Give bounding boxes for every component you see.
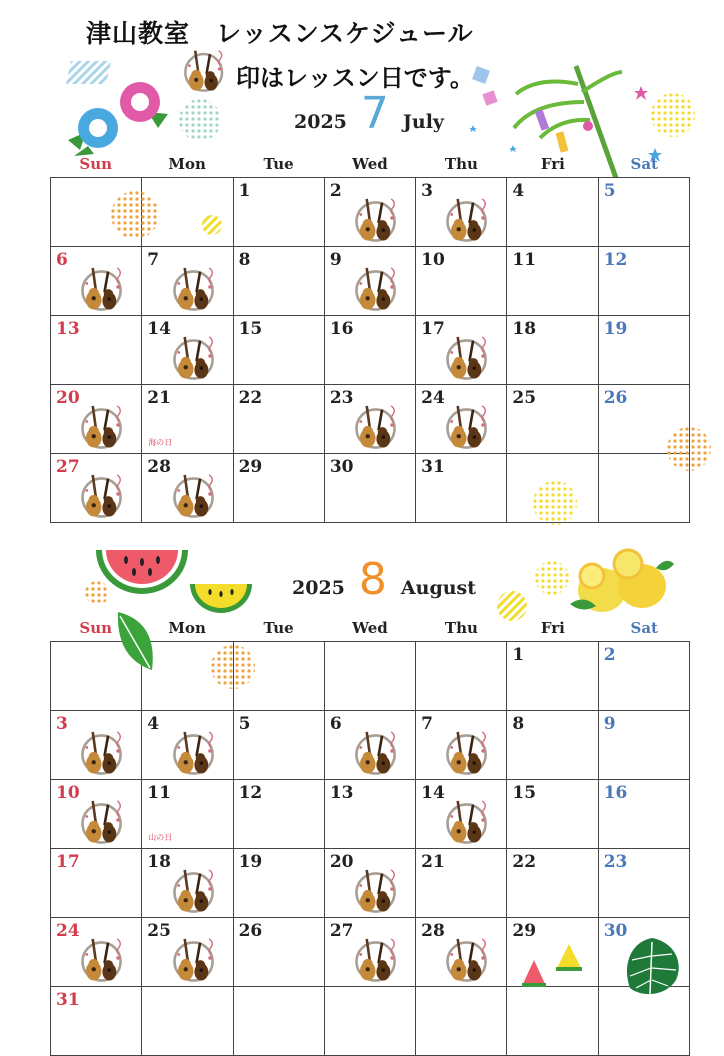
week-row xyxy=(51,780,690,849)
day-number: 10 xyxy=(421,250,445,270)
day-number: 9 xyxy=(603,714,616,734)
day-cell xyxy=(416,711,507,780)
guitar-lesson-icon xyxy=(444,725,496,777)
weekday-wed: Wed xyxy=(352,155,388,173)
day-cell xyxy=(233,454,324,523)
dot-circle-icon xyxy=(210,644,256,690)
guitar-lesson-icon xyxy=(444,794,496,846)
day-cell xyxy=(233,711,324,780)
day-number: 23 xyxy=(329,388,354,408)
day-cell xyxy=(233,918,324,987)
day-cell xyxy=(142,918,233,987)
day-cell xyxy=(324,849,415,918)
day-number: 6 xyxy=(329,714,342,734)
guitar-lesson-icon xyxy=(171,261,223,313)
day-cell xyxy=(416,316,507,385)
day-number: 21 xyxy=(421,852,445,872)
day-number: 18 xyxy=(147,852,171,872)
day-cell xyxy=(142,849,233,918)
day-cell xyxy=(324,385,415,454)
day-cell xyxy=(142,385,233,454)
day-number: 30 xyxy=(329,457,354,477)
day-number: 7 xyxy=(421,714,433,734)
guitar-lesson-icon xyxy=(353,192,405,244)
day-cell xyxy=(233,247,324,316)
guitar-lesson-icon xyxy=(444,330,496,382)
day-cell xyxy=(416,247,507,316)
dot-circle-icon xyxy=(534,560,570,596)
day-number: 13 xyxy=(329,783,354,803)
week-row xyxy=(51,849,690,918)
day-cell xyxy=(507,849,598,918)
day-cell xyxy=(416,642,507,711)
day-cell xyxy=(507,247,598,316)
day-cell xyxy=(142,454,233,523)
day-cell xyxy=(51,454,142,523)
day-number: 29 xyxy=(512,921,537,941)
day-number: 3 xyxy=(421,181,433,201)
week-row xyxy=(51,918,690,987)
day-number: 5 xyxy=(238,714,251,734)
day-number: 12 xyxy=(603,250,628,270)
day-cell xyxy=(598,849,689,918)
dot-circle-icon xyxy=(84,580,110,606)
day-cell xyxy=(416,918,507,987)
day-number: 30 xyxy=(603,921,628,941)
guitar-lesson-icon xyxy=(79,725,131,777)
weekday-mon: Mon xyxy=(168,619,206,637)
day-cell xyxy=(416,849,507,918)
stripe-circle-icon xyxy=(496,590,528,622)
guitar-lesson-icon xyxy=(353,261,405,313)
guitar-lesson-icon xyxy=(171,330,223,382)
day-cell xyxy=(324,316,415,385)
week-row xyxy=(51,247,690,316)
day-cell xyxy=(233,780,324,849)
week-row xyxy=(51,454,690,523)
weekday-header-july xyxy=(50,155,690,173)
page-subtitle: 印はレッスン日です。 xyxy=(236,64,474,92)
day-number: 27 xyxy=(329,921,354,941)
monstera-leaf-icon xyxy=(622,936,682,998)
day-cell xyxy=(51,247,142,316)
weekday-tue: Tue xyxy=(263,619,294,637)
month-heading-august xyxy=(292,554,477,605)
weekday-fri: Fri xyxy=(540,155,565,173)
day-cell xyxy=(598,642,689,711)
day-number: 14 xyxy=(147,319,171,339)
day-number: 25 xyxy=(147,921,171,941)
day-number: 21 xyxy=(147,388,171,408)
guitar-lesson-icon xyxy=(444,932,496,984)
day-cell xyxy=(51,987,142,1056)
weekday-sat: Sat xyxy=(630,155,658,173)
day-number: 15 xyxy=(238,319,263,339)
dot-circle-icon xyxy=(532,480,578,526)
day-number: 13 xyxy=(56,319,80,339)
year-label: 2025 xyxy=(292,577,345,599)
day-cell xyxy=(416,178,507,247)
guitar-lesson-icon xyxy=(171,468,223,520)
guitar-lesson-icon xyxy=(171,863,223,915)
day-number: 28 xyxy=(147,457,171,477)
guitar-lesson-icon xyxy=(444,192,496,244)
watermelon-slice-icon xyxy=(520,958,548,988)
day-cell xyxy=(598,247,689,316)
day-number: 17 xyxy=(56,852,80,872)
month-number: 8 xyxy=(358,554,387,605)
day-cell xyxy=(51,918,142,987)
day-number: 19 xyxy=(603,319,628,339)
day-number: 11 xyxy=(147,783,171,803)
weekday-wed: Wed xyxy=(352,619,388,637)
day-number: 29 xyxy=(238,457,263,477)
day-number: 14 xyxy=(421,783,445,803)
year-label: 2025 xyxy=(294,111,347,133)
weekday-thu: Thu xyxy=(444,155,478,173)
day-number: 10 xyxy=(56,783,80,803)
day-cell xyxy=(598,316,689,385)
day-number: 22 xyxy=(238,388,263,408)
day-cell xyxy=(416,780,507,849)
day-number: 26 xyxy=(603,388,628,408)
guitar-lesson-icon xyxy=(79,261,131,313)
guitar-lesson-icon xyxy=(171,725,223,777)
stripe-diamond-icon xyxy=(66,56,116,86)
day-cell xyxy=(324,178,415,247)
day-number: 4 xyxy=(512,181,525,201)
day-cell xyxy=(507,316,598,385)
day-number: 28 xyxy=(421,921,445,941)
month-name: August xyxy=(400,577,477,599)
day-cell xyxy=(324,711,415,780)
guitar-lesson-icon xyxy=(171,932,223,984)
day-number: 27 xyxy=(56,457,80,477)
weekday-sun: Sun xyxy=(79,155,113,173)
day-number: 25 xyxy=(512,388,537,408)
day-cell xyxy=(416,385,507,454)
yellow-watermelon-icon xyxy=(188,582,254,614)
yellow-watermelon-slice-icon xyxy=(554,942,584,974)
day-cell xyxy=(324,247,415,316)
day-cell xyxy=(233,316,324,385)
day-cell xyxy=(507,642,598,711)
month-number: 7 xyxy=(360,88,389,139)
day-cell xyxy=(142,247,233,316)
day-cell xyxy=(51,711,142,780)
guitar-lesson-icon xyxy=(79,468,131,520)
day-cell xyxy=(51,849,142,918)
day-cell xyxy=(507,987,598,1056)
day-number: 16 xyxy=(603,783,628,803)
guitar-lesson-icon xyxy=(353,863,405,915)
week-row xyxy=(51,711,690,780)
day-number: 8 xyxy=(238,250,251,270)
holiday-label: 山の日 xyxy=(148,833,173,842)
day-number: 16 xyxy=(329,319,354,339)
holiday-label: 海の日 xyxy=(148,438,173,447)
day-cell xyxy=(324,642,415,711)
day-number: 20 xyxy=(56,388,80,408)
day-number: 26 xyxy=(238,921,263,941)
day-number: 2 xyxy=(603,645,616,665)
weekday-tue: Tue xyxy=(263,155,294,173)
guitar-lesson-icon xyxy=(353,725,405,777)
day-number: 11 xyxy=(512,250,537,270)
day-number: 12 xyxy=(238,783,263,803)
day-number: 8 xyxy=(512,714,525,734)
guitar-lesson-icon xyxy=(79,794,131,846)
dot-circle-icon xyxy=(110,190,160,240)
day-cell xyxy=(507,385,598,454)
day-cell xyxy=(233,987,324,1056)
day-cell xyxy=(507,711,598,780)
morning-glory-icon xyxy=(58,80,173,158)
day-number: 17 xyxy=(421,319,445,339)
day-number: 24 xyxy=(421,388,445,408)
day-cell xyxy=(142,711,233,780)
day-cell xyxy=(416,987,507,1056)
day-cell xyxy=(142,987,233,1056)
day-cell xyxy=(233,385,324,454)
dot-circle-icon xyxy=(178,98,222,142)
week-row xyxy=(51,385,690,454)
day-cell xyxy=(598,711,689,780)
day-number: 23 xyxy=(603,852,628,872)
calendar-grid-august xyxy=(50,641,690,1056)
week-row xyxy=(51,316,690,385)
star-icon xyxy=(634,86,648,100)
day-cell xyxy=(233,178,324,247)
day-number: 2 xyxy=(329,181,342,201)
week-row xyxy=(51,987,690,1056)
day-number: 1 xyxy=(512,645,525,665)
day-number: 18 xyxy=(512,319,537,339)
day-number: 31 xyxy=(56,990,80,1010)
day-number: 7 xyxy=(147,250,160,270)
day-cell xyxy=(142,780,233,849)
month-heading-july xyxy=(294,88,444,139)
month-name: July xyxy=(402,111,444,133)
day-number: 1 xyxy=(238,181,251,201)
weekday-fri: Fri xyxy=(540,619,565,637)
day-number: 5 xyxy=(603,181,616,201)
guitar-lesson-icon xyxy=(353,399,405,451)
guitar-lesson-icon xyxy=(353,932,405,984)
weekday-mon: Mon xyxy=(168,155,206,173)
weekday-thu: Thu xyxy=(444,619,478,637)
weekday-sat: Sat xyxy=(630,619,658,637)
day-cell xyxy=(324,918,415,987)
day-cell xyxy=(507,780,598,849)
stripe-circle-icon xyxy=(201,214,223,236)
day-number: 15 xyxy=(512,783,537,803)
day-number: 22 xyxy=(512,852,537,872)
day-number: 3 xyxy=(56,714,68,734)
guitar-lesson-icon xyxy=(79,399,131,451)
day-number: 31 xyxy=(421,457,445,477)
day-number: 9 xyxy=(329,250,342,270)
leaf-icon xyxy=(112,608,158,674)
guitar-logo-icon xyxy=(182,44,232,94)
dot-circle-icon xyxy=(650,92,696,138)
day-number: 4 xyxy=(147,714,160,734)
day-number: 6 xyxy=(56,250,68,270)
day-cell xyxy=(51,385,142,454)
dot-circle-icon xyxy=(666,426,712,472)
weekday-sun: Sun xyxy=(79,619,113,637)
day-number: 20 xyxy=(329,852,354,872)
day-cell xyxy=(324,987,415,1056)
day-number: 24 xyxy=(56,921,80,941)
day-cell xyxy=(598,780,689,849)
guitar-lesson-icon xyxy=(444,399,496,451)
day-cell xyxy=(142,316,233,385)
day-cell xyxy=(324,780,415,849)
lemon-icon xyxy=(562,548,674,620)
day-cell xyxy=(598,178,689,247)
day-cell xyxy=(507,178,598,247)
day-cell xyxy=(324,454,415,523)
day-cell xyxy=(51,780,142,849)
day-cell xyxy=(233,849,324,918)
page-title: 津山教室 レッスンスケジュール xyxy=(86,19,474,48)
day-cell xyxy=(416,454,507,523)
day-number: 19 xyxy=(238,852,263,872)
day-cell xyxy=(51,316,142,385)
guitar-lesson-icon xyxy=(79,932,131,984)
